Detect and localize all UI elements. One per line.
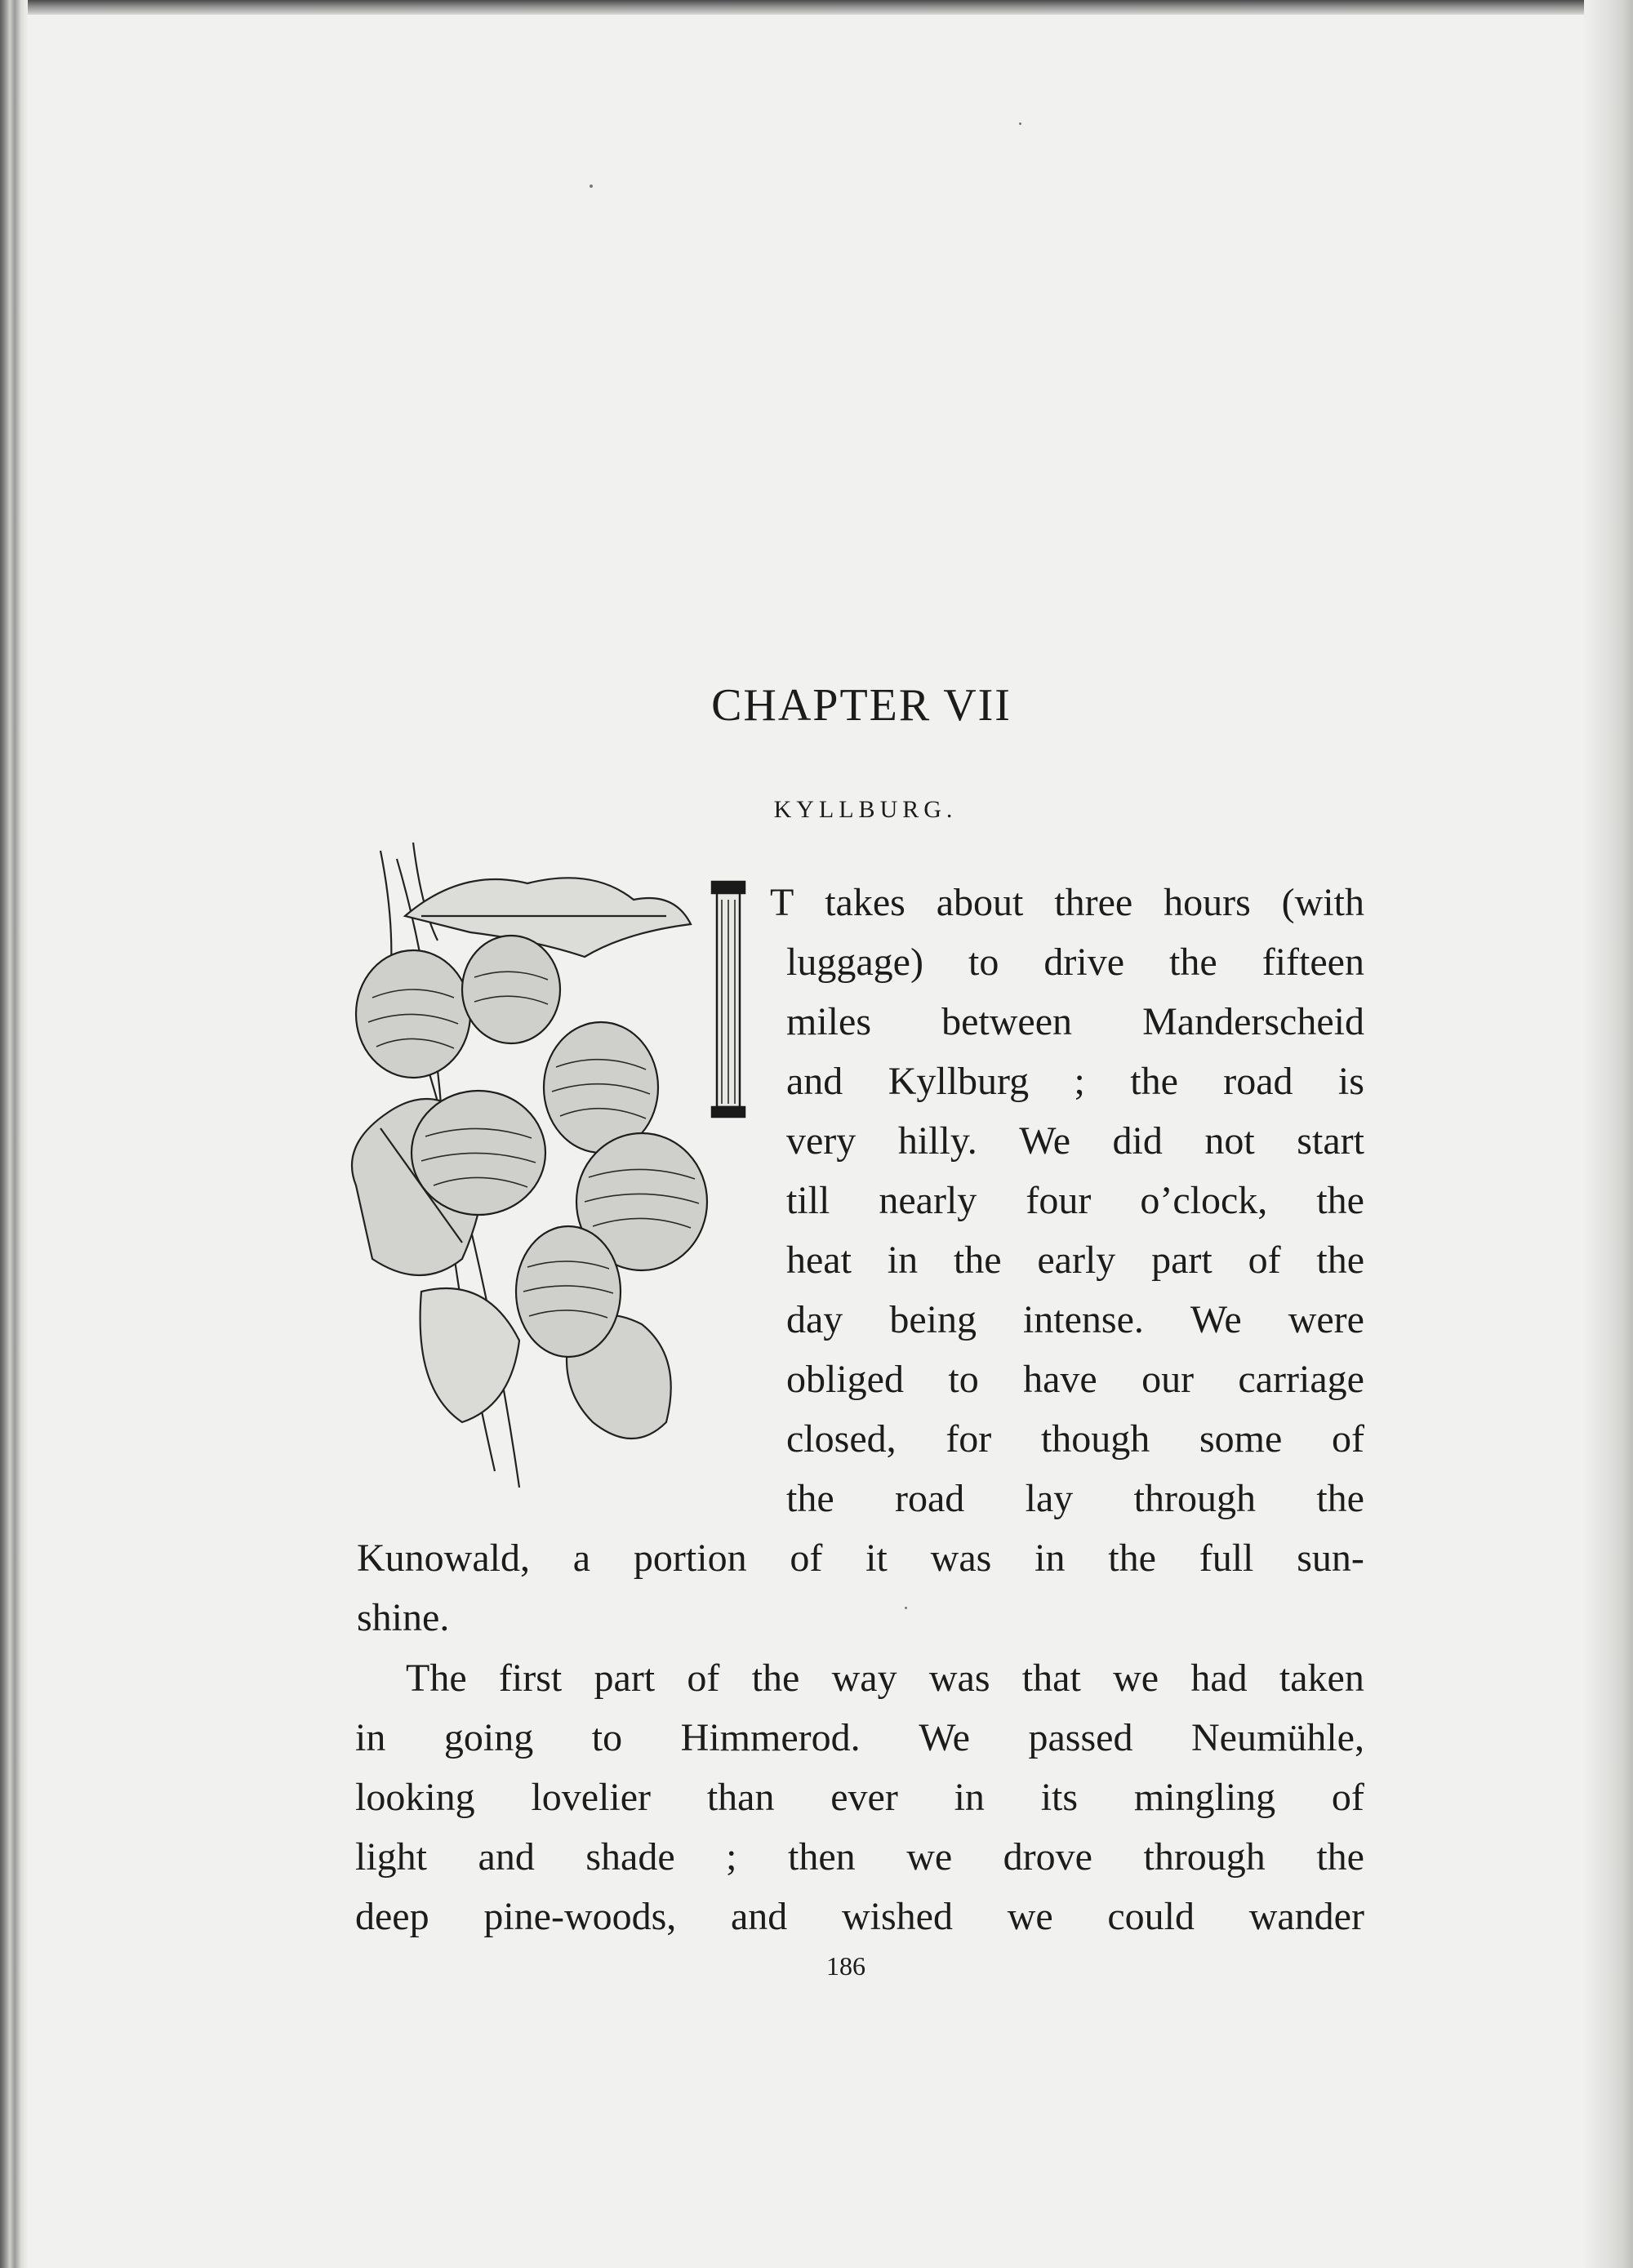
paragraph-line: the road lay through the: [786, 1477, 1364, 1520]
chapter-subtitle: KYLLBURG.: [773, 796, 958, 823]
chapter-heading: CHAPTER VII: [711, 680, 1012, 731]
page-number: 186: [826, 1951, 865, 1981]
paragraph-line: luggage) to drive the fifteen: [786, 941, 1364, 984]
paragraph-line: and Kyllburg ; the road is: [786, 1060, 1364, 1103]
paragraph-line: shine.: [357, 1596, 450, 1639]
paragraph-line: till nearly four o’clock, the: [786, 1179, 1364, 1222]
hop-vine-dropcap-illustration: [323, 834, 781, 1520]
paragraph-line: miles between Manderscheid: [786, 1000, 1364, 1043]
paragraph-line: day being intense. We were: [786, 1298, 1364, 1341]
paragraph-line: Kunowald, a portion of it was in the full sun-: [357, 1536, 1364, 1580]
paragraph-line: deep pine-woods, and wished we could wander: [355, 1895, 1364, 1938]
paragraph-line: very hilly. We did not start: [786, 1119, 1364, 1163]
page-right-edge: [1584, 0, 1633, 2268]
paragraph-line: The first part of the way was that we had taken: [406, 1657, 1364, 1700]
paragraph-line: light and shade ; then we drove through the: [355, 1835, 1364, 1879]
scan-speck: [590, 185, 593, 188]
paragraph-line: heat in the early part of the: [786, 1239, 1364, 1282]
scan-speck: [1019, 122, 1021, 125]
page-left-edge: [0, 0, 28, 2268]
paragraph-line: T takes about three hours (with: [770, 881, 1364, 924]
paragraph-line: in going to Himmerod. We passed Neumühle,: [355, 1716, 1364, 1759]
paragraph-line: closed, for though some of: [786, 1417, 1364, 1461]
page-top-edge: [0, 0, 1633, 15]
paragraph-line: looking lovelier than ever in its mingling of: [355, 1776, 1364, 1819]
paragraph-line: obliged to have our carriage: [786, 1358, 1364, 1401]
